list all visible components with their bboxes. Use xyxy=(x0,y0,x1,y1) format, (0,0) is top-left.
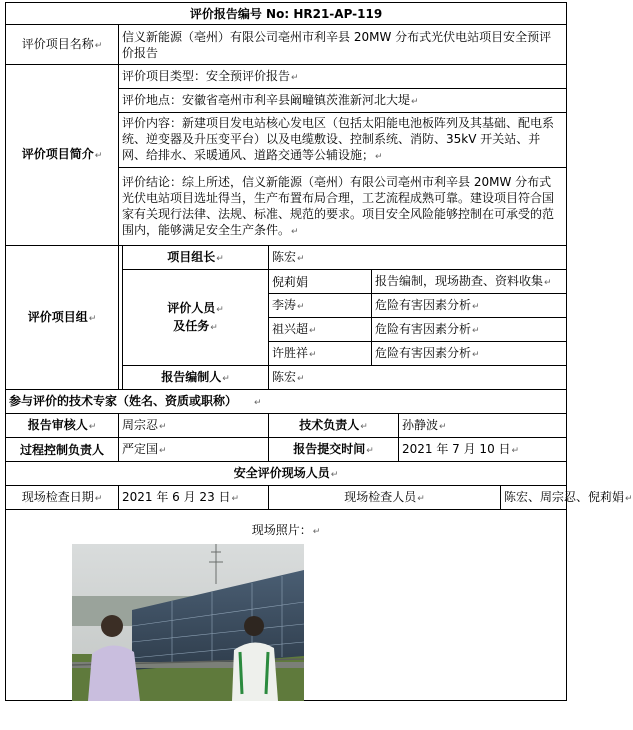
project-name-label: 评价项目名称↵ xyxy=(6,25,119,65)
reviewer-value: 周宗忍↵ xyxy=(119,414,269,438)
compiler-label: 报告编制人↵ xyxy=(123,366,269,390)
site-photo xyxy=(72,544,304,701)
process-lead-value: 严定国↵ xyxy=(119,438,269,462)
tech-lead-value: 孙静波↵ xyxy=(399,414,567,438)
intro-label: 评价项目简介↵ xyxy=(6,65,119,246)
members-label: 评价人员↵ 及任务↵ xyxy=(123,270,269,366)
photo-label: 现场照片：↵ xyxy=(251,523,321,537)
intro-type: 评价项目类型：安全预评价报告↵ xyxy=(119,65,567,89)
submit-time-label: 报告提交时间↵ xyxy=(269,438,399,462)
intro-location: 评价地点：安徽省亳州市利辛县阚疃镇茨淮新河北大堤↵ xyxy=(119,89,567,113)
member-name: 许胜祥↵ xyxy=(269,342,372,366)
tech-lead-label: 技术负责人↵ xyxy=(269,414,399,438)
reviewer-label: 报告审核人↵ xyxy=(6,414,119,438)
onsite-heading: 安全评价现场人员↵ xyxy=(6,462,567,486)
member-task: 危险有害因素分析↵ xyxy=(372,294,567,318)
intro-content: 评价内容：新建项目发电站核心发电区（包括太阳能电池板阵列及其基础、配电系统、逆变器及升压变平台）以及电缆敷设、控制系统、消防、35kV 开关站、并网、给排水、采暖通风、道路交通等公辅设施；↵ xyxy=(119,113,567,168)
compiler-value: 陈宏↵ xyxy=(269,366,567,390)
experts-row: 参与评价的技术专家（姓名、资质或职称） ↵ xyxy=(6,390,567,414)
group-label: 评价项目组↵ xyxy=(6,246,119,390)
member-name: 倪莉娟 xyxy=(269,270,372,294)
member-name: 祖兴超↵ xyxy=(269,318,372,342)
inspectors-value: 陈宏、周宗忍、倪莉娟↵ xyxy=(501,486,567,510)
leader-label: 项目组长↵ xyxy=(123,246,269,270)
project-name-value: 信义新能源（亳州）有限公司亳州市利辛县 20MW 分布式光伏电站项目安全预评价报告 xyxy=(119,25,567,65)
photo-cell xyxy=(6,510,567,701)
inspectors-label: 现场检查人员↵ xyxy=(269,486,501,510)
submit-time-value: 2021 年 7 月 10 日↵ xyxy=(399,438,567,462)
leader-value: 陈宏↵ xyxy=(269,246,567,270)
inspect-date-value: 2021 年 6 月 23 日↵ xyxy=(119,486,269,510)
report-table xyxy=(5,2,633,701)
report-number: 评价报告编号 No: HR21-AP-119 xyxy=(6,3,567,25)
process-lead-label: 过程控制负责人 xyxy=(6,438,119,462)
member-task: 危险有害因素分析↵ xyxy=(372,342,567,366)
intro-conclusion: 评价结论：综上所述，信义新能源（亳州）有限公司亳州市利辛县 20MW 分布式光伏电站项目选址得当，生产布置布局合理，工艺流程成熟可靠。建设项目符合国家有关现行法律、法规、标准、规范的要求。项目安全风险能够控制在可承受的范围内，能够满足安全生产条件。↵ xyxy=(119,168,567,246)
member-task: 危险有害因素分析↵ xyxy=(372,318,567,342)
inspect-date-label: 现场检查日期↵ xyxy=(6,486,119,510)
evaluation-report-page xyxy=(5,2,633,701)
member-task: 报告编制，现场勘查、资料收集↵ xyxy=(372,270,567,294)
member-name: 李涛↵ xyxy=(269,294,372,318)
